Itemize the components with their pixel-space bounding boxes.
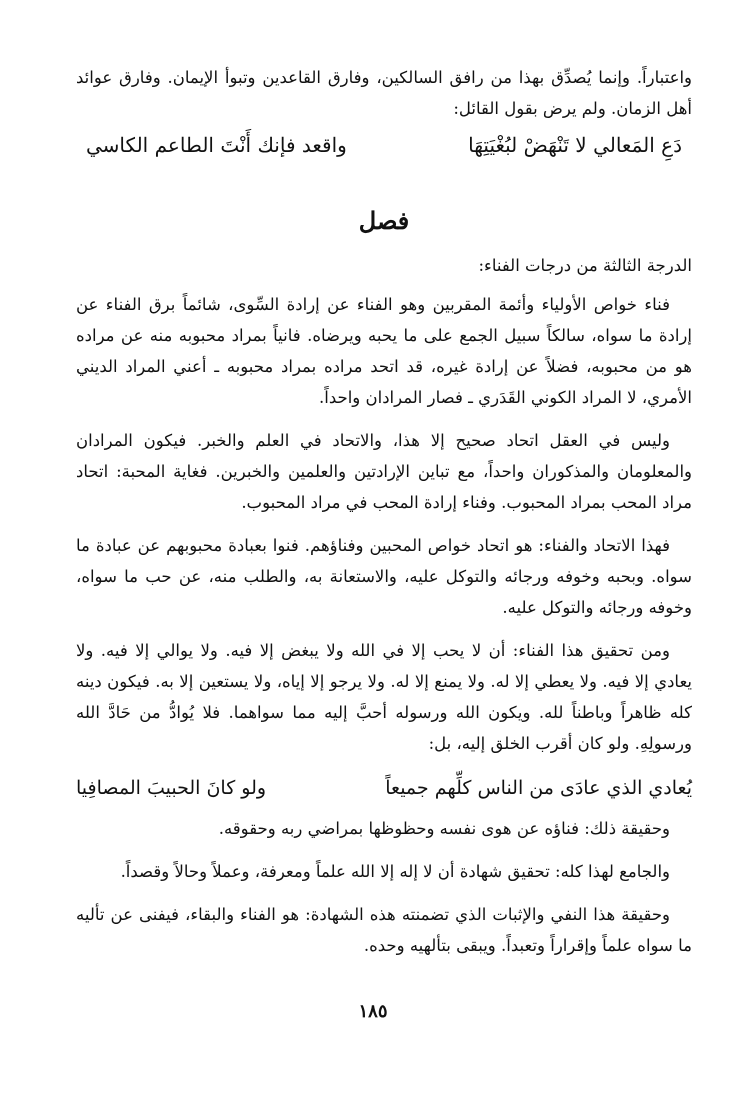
opening-paragraph: واعتباراً. وإنما يُصدِّق بهذا من رافق السالكين، وفارق القاعدين وتبوأ الإيمان. وفارق عوائد أهل الزمان. ولم يرض بقول القائل: <box>76 68 692 118</box>
closing-paragraph-3: وحقيقة هذا النفي والإثبات الذي تضمنته هذه الشهادة: هو الفناء والبقاء، فيفنى عن تأليه ما سواه علماً وإقراراً وتعبداً. ويبقى بتألهيه وحده. <box>76 905 692 955</box>
section-heading: فصل <box>358 206 410 235</box>
paragraph-2: وليس في العقل اتحاد صحيح إلا هذا، والاتحاد في العلم والخبر. فيكون المرادان والمعلومان والمذكوران واحداً، مع تباين الإرادتين والعلمين والخبرين. فغاية المحبة: اتحاد مراد المحب بمراد المحبوب. وفناء إرادة المحب في مراد المحبوب. <box>76 431 692 512</box>
page-body <box>76 62 692 973</box>
paragraph-3: فهذا الاتحاد والفناء: هو اتحاد خواص المحبين وفناؤهم. فنوا بعبادة محبوبهم عن عبادة ما سواه. وبحبه وخوفه ورجائه والتوكل عليه، والاستعانة به، والطلب منه، عن حب ما سواه، وخوفه ورجائه والتوكل عليه. <box>76 536 692 617</box>
paragraph-1: فناء خواص الأولياء وأئمة المقربين وهو الفناء عن إرادة السِّوى، شائماً برق الفناء عن إرادة ما سواه، سالكاً سبيل الجمع على ما يحبه ويرضاه. فانياً بمراد محبوبه منه عن مراده هو من محبوبه، فضلاً عن إرادة غيره، قد اتحد مراده بمراد محبوبه ـ أعني المراد الديني الأمري، لا المراد الكوني القَدَري ـ فصار المرادان واحداً. <box>76 295 692 407</box>
verse-1-hemistich-1: دَعِ المَعالي لا تَنْهَضْ لبُغْيَتِهَا <box>468 133 682 157</box>
page-number: ١٨٥ <box>358 1001 388 1022</box>
intro-line: الدرجة الثالثة من درجات الفناء: <box>478 256 692 275</box>
verse-2-hemistich-2: ولو كانَ الحبيبَ المصافِيا <box>76 777 267 799</box>
verse-2 <box>76 771 692 805</box>
paragraph-4: ومن تحقيق هذا الفناء: أن لا يحب إلا في الله ولا يبغض إلا فيه. ولا يوالي إلا فيه. ولا يعادي إلا فيه. ولا يعطي إلا له. ولا يمنع إلا له. ولا يرجو إلا إياه، ولا يستعين إلا به. فيكون دينه كله ظاهراً وباطناً لله. ويكون الله ورسوله أحبَّ إليه مما سواهما. فلا يُوادُّ من حَادَّ الله ورسولِهِ. ولو كان أقرب الخلق إليه، بل: <box>76 641 692 753</box>
verse-1 <box>86 128 682 162</box>
verse-2-hemistich-1: يُعادي الذي عادَى من الناس كلِّهم جميعاً <box>385 777 692 799</box>
closing-paragraph-1: وحقيقة ذلك: فناؤه عن هوى نفسه وحظوظها بمراضي ربه وحقوقه. <box>218 819 670 838</box>
closing-paragraph-2: والجامع لهذا كله: تحقيق شهادة أن لا إله إلا الله علماً ومعرفة، وعملاً وحالاً وقصداً. <box>120 862 670 881</box>
verse-1-hemistich-2: واقعد فإنك أَنْتَ الطاعم الكاسي <box>86 133 347 157</box>
